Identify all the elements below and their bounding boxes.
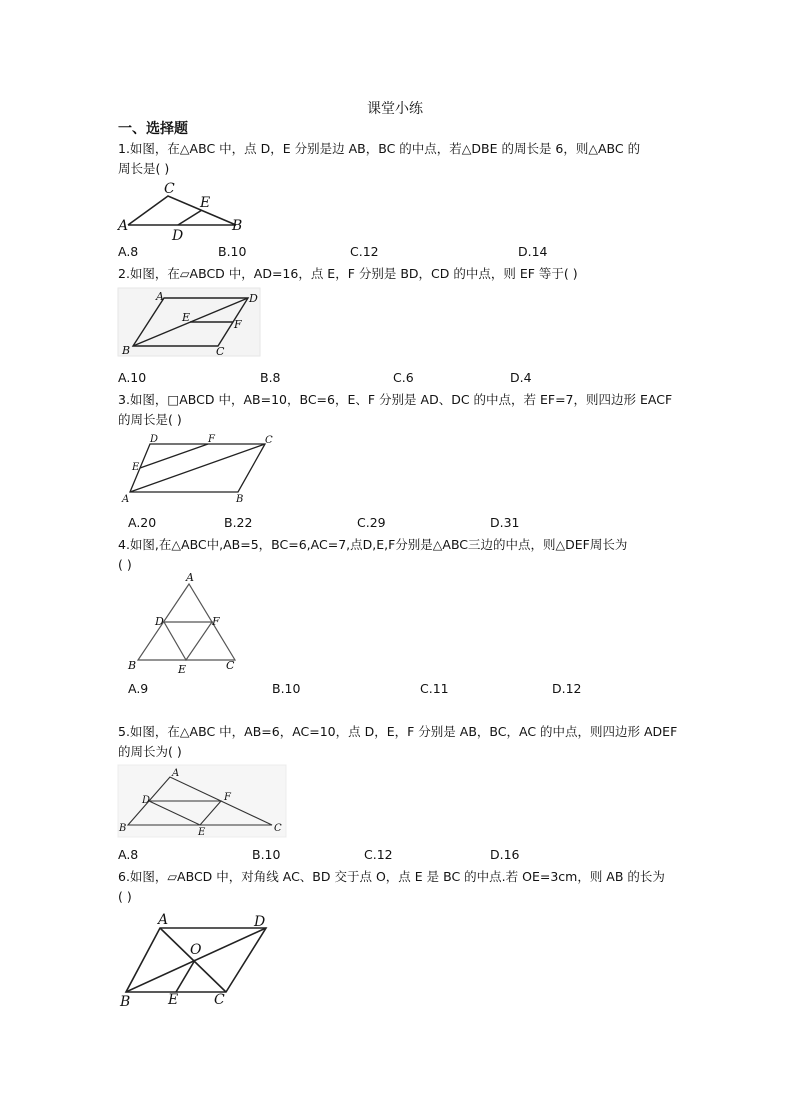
fig4-label-a: A [186,571,194,584]
fig5-label-c: C [274,823,282,834]
question-3-option-c[interactable]: C.29 [357,515,386,530]
fig1-label-c: C [164,181,175,197]
fig2-label-c: C [216,345,225,358]
fig4-label-b: B [128,659,137,672]
fig6-label-c: C [214,992,225,1008]
question-2-option-b[interactable]: B.8 [260,370,281,385]
fig2-label-e: E [182,311,191,324]
question-5-figure [118,765,288,840]
fig6-diagonal-ac [160,928,226,992]
fig4-midpoint-triangle [164,622,212,660]
fig4-label-c: C [226,659,235,672]
fig1-label-d: D [172,228,184,244]
question-1-option-a[interactable]: A.8 [118,244,139,259]
question-4-figure [124,570,249,680]
fig6-label-e: E [168,992,179,1008]
question-1-line-1: 1.如图，在△ABC 中，点 D，E 分别是边 AB，BC 的中点，若△DBE 的周长是 6，则△ABC 的 [118,141,641,156]
question-2-option-a[interactable]: A.10 [118,370,147,385]
fig5-label-e: E [198,827,206,838]
question-3-line-2: 的周长是( ) [118,412,182,427]
fig5-label-f: F [224,792,231,803]
fig2-label-f: F [234,318,242,331]
fig3-label-d: D [150,434,159,445]
fig1-triangle [128,196,236,225]
fig4-label-f: F [212,615,220,628]
question-1-option-d[interactable]: D.14 [518,244,548,259]
fig2-label-d: D [249,292,258,305]
question-5-option-b[interactable]: B.10 [252,847,281,862]
fig1-midline-de [178,210,202,225]
fig2-label-b: B [122,344,131,357]
fig1-label-a: A [118,218,129,234]
question-3-figure [120,432,280,507]
question-4-line-2: ( ) [118,557,132,572]
fig4-label-d: D [155,615,164,628]
question-5-option-c[interactable]: C.12 [364,847,393,862]
question-6-line-2: ( ) [118,889,132,904]
question-1-option-b[interactable]: B.10 [218,244,247,259]
question-4-option-b[interactable]: B.10 [272,681,301,696]
question-4-option-a[interactable]: A.9 [128,681,149,696]
fig6-label-o: O [190,942,202,958]
question-5-line-2: 的周长为( ) [118,744,182,759]
question-1-figure [118,182,258,242]
page-title: 课堂小练 [367,101,423,117]
question-3-option-a[interactable]: A.20 [128,515,157,530]
fig3-label-b: B [236,494,244,505]
fig5-label-d: D [142,795,151,806]
fig1-label-b: B [232,218,243,234]
question-4-option-c[interactable]: C.11 [420,681,449,696]
fig2-label-a: A [156,290,164,303]
fig6-label-a: A [158,912,169,928]
question-1-option-c[interactable]: C.12 [350,244,379,259]
question-1-line-2: 周长是( ) [118,161,170,176]
question-6-figure [118,910,278,1010]
question-4-line-1: 4.如图,在△ABC中,AB=5，BC=6,AC=7,点D,E,F分别是△ABC三边的中点，则△DEF周长为 [118,537,628,552]
question-2-line-1: 2.如图，在▱ABCD 中，AD=16，点 E，F 分别是 BD，CD 的中点，则 EF 等于( ) [118,266,578,281]
fig5-label-a: A [172,768,180,779]
fig3-segment-ef [140,444,208,468]
fig5-label-b: B [119,823,127,834]
question-2-figure [118,288,263,358]
question-3-option-b[interactable]: B.22 [224,515,253,530]
question-5-option-d[interactable]: D.16 [490,847,520,862]
fig3-label-a: A [122,494,130,505]
question-4-option-d[interactable]: D.12 [552,681,582,696]
section-heading: 一、选择题 [118,121,188,137]
question-6-line-1: 6.如图，▱ABCD 中，对角线 AC、BD 交于点 O，点 E 是 BC 的中点.若 OE=3cm，则 AB 的长为 [118,869,665,884]
question-5-option-a[interactable]: A.8 [118,847,139,862]
fig6-diagonal-bd [126,928,266,992]
fig3-label-e: E [132,462,140,473]
fig1-label-e: E [200,195,211,211]
question-3-option-d[interactable]: D.31 [490,515,520,530]
fig3-label-f: F [208,434,215,445]
question-3-line-1: 3.如图，□ABCD 中，AB=10，BC=6，E、F 分别是 AD、DC 的中点，若 EF=7，则四边形 EACF [118,392,673,407]
fig3-diagonal-ac [130,444,265,492]
question-2-option-d[interactable]: D.4 [510,370,532,385]
fig6-label-b: B [120,994,131,1010]
question-2-option-c[interactable]: C.6 [393,370,414,385]
fig6-label-d: D [254,914,266,930]
fig4-label-e: E [178,663,187,676]
question-5-line-1: 5.如图，在△ABC 中，AB=6，AC=10，点 D，E，F 分别是 AB，BC，AC 的中点，则四边形 ADEF [118,724,678,739]
fig3-label-c: C [265,435,273,446]
